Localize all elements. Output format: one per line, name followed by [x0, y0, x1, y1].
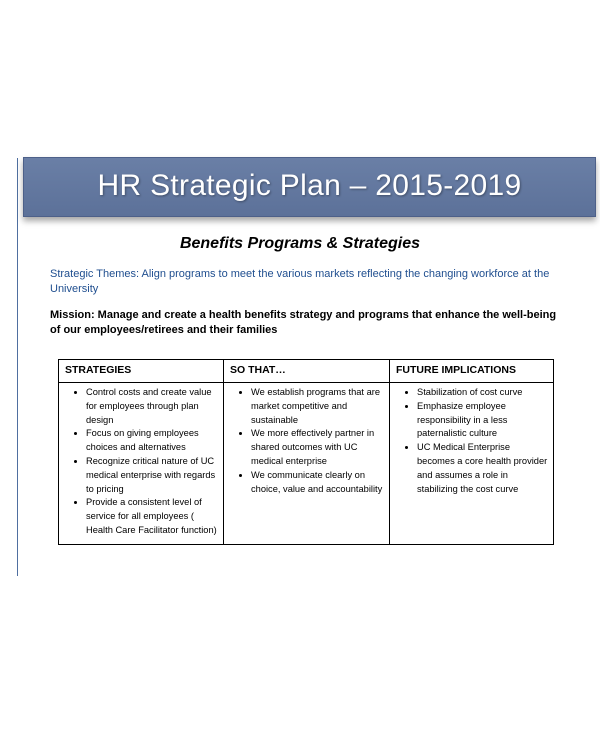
header-strategies: STRATEGIES: [59, 360, 224, 383]
so-that-list: [228, 386, 385, 496]
list-item: • Provide a consistent level of service for all employees ( Health Care Facilitator function): [86, 496, 219, 537]
title-banner: [23, 157, 596, 217]
page-title: HR Strategic Plan – 2015-2019: [97, 169, 522, 202]
list-item: • We communicate clearly on choice, value and accountability: [251, 469, 385, 497]
header-so-that: SO THAT…: [224, 360, 390, 383]
section-subtitle: Benefits Programs & Strategies: [179, 235, 421, 252]
list-item: • We more effectively partner in shared outcomes with UC medical enterprise: [251, 427, 385, 468]
list-item: • Emphasize employee responsibility in a less paternalistic culture: [417, 400, 549, 441]
mission-text: Mission: Manage and create a health benefits strategy and programs that enhance the well-being of our employees/retirees and their families: [50, 309, 557, 336]
list-item: • Stabilization of cost curve: [417, 386, 549, 400]
strategy-table: [58, 359, 554, 545]
list-item: • Control costs and create value for employees through plan design: [86, 386, 219, 427]
header-future-implications: FUTURE IMPLICATIONS: [390, 360, 554, 383]
list-item: • We establish programs that are market competitive and sustainable: [251, 386, 385, 427]
list-item: • Recognize critical nature of UC medical enterprise with regards to pricing: [86, 455, 219, 496]
strategic-themes-text: Strategic Themes: Align programs to meet the various markets reflecting the changing workforce at the University: [50, 268, 550, 295]
strategies-list: [63, 386, 219, 538]
future-implications-list: [394, 386, 549, 496]
so-that-cell: [224, 383, 390, 545]
table-row: [59, 383, 554, 545]
future-implications-cell: [390, 383, 554, 545]
table-header-row: [59, 360, 554, 383]
list-item: • Focus on giving employees choices and alternatives: [86, 427, 219, 455]
strategies-cell: [59, 383, 224, 545]
left-margin-rule: [17, 158, 18, 576]
list-item: • UC Medical Enterprise becomes a core health provider and assumes a role in stabilizing the cost curve: [417, 441, 549, 496]
